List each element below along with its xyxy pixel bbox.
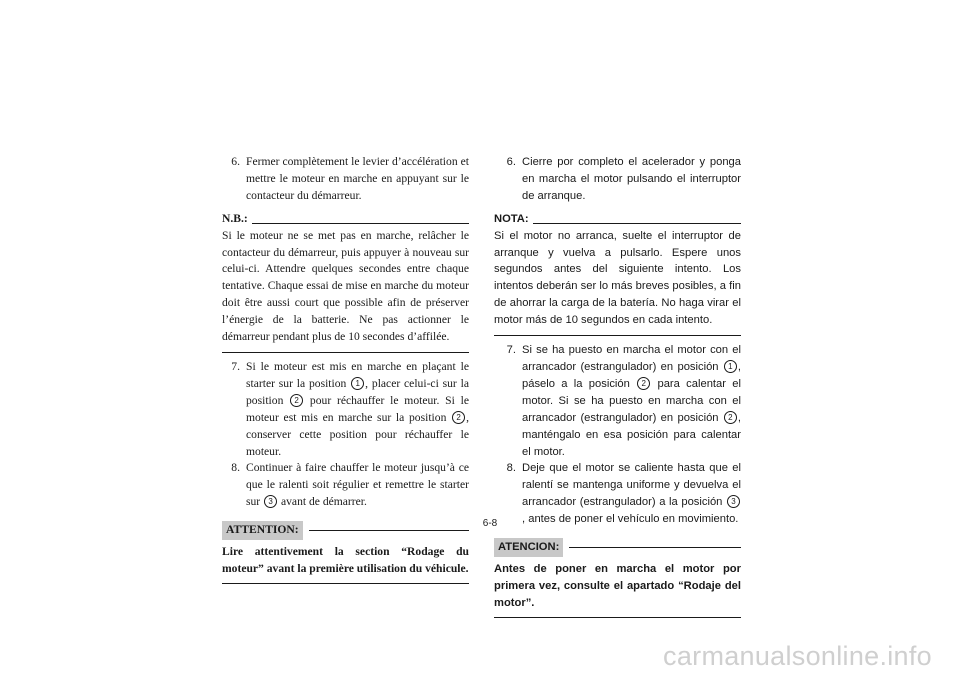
warning-label: ATTENTION: [222,521,303,540]
spanish-column [494,154,741,618]
page-number: 6-8 [482,518,498,529]
step-number: 6. [231,155,240,168]
text-run: avant de démarrer. [278,495,367,509]
text-run: para calentar el motor. Si se ha puesto en marcha con el arrancador (estrangulador) en posición [522,377,741,424]
es-step-8 [494,460,741,528]
circled-2-marker: 2 [637,377,650,390]
es-warning-text: Antes de poner en marcha el motor por primera vez, consulte el apartado “Rodaje del motor”. [494,561,741,618]
circled-1-marker: 1 [351,377,364,390]
circled-2-marker: 2 [452,411,465,424]
text-run: Continuer à faire chauffer le moteur jusqu’à ce que le ralenti soit régulier et remettre le starter sur [246,461,469,509]
step-number: 7. [506,344,516,357]
text-run: , páselo a la posición [522,360,741,390]
heading-rule [252,223,469,224]
heading-rule [533,223,741,224]
fr-step-8 [222,460,469,511]
es-warning-heading [494,538,741,557]
fr-step-6 [222,154,469,205]
heading-rule [309,530,469,531]
fr-step-7 [222,359,469,460]
circled-1-marker: 1 [724,360,737,373]
es-step-7 [494,342,741,460]
step-number: 8. [506,462,516,475]
step-text [522,460,741,528]
note-end-rule [494,335,741,336]
warning-label: ATENCION: [494,538,563,557]
text-run: , manténgalo en esa posición para calentar el motor. [522,411,741,458]
step-text [246,460,469,511]
watermark: carmanualsonline.info [663,641,932,671]
note-end-rule [222,352,469,353]
text-run: , placer celui-ci sur la position [246,376,469,407]
es-step-6 [494,154,741,205]
text-run: Deje que el motor se caliente hasta que el ralentí se mantenga uniforme y devuelva el arrancador (estrangulador) a la posición [522,462,741,509]
text-run: , conserver cette position pour réchauffer le moteur. [246,410,469,458]
es-note-heading [494,211,741,228]
fr-note-text: Si le moteur ne se met pas en marche, relâcher le contacteur du démarreur, puis appuyer à nouveau sur celui-ci. Attendre quelques secondes entre chaque tentative. Chaque essai de mise en marche du moteur doit être aussi court que possible afin de préserver l’énergie de la batterie. Ne pas actionner le démarreur pendant plus de 10 secondes d’affilée. [222,228,469,344]
circled-3-marker: 3 [264,495,277,508]
heading-rule [569,547,741,548]
step-text [522,342,741,460]
step-text: Cierre por completo el acelerador y ponga en marcha el motor pulsando el interruptor de arranque. [522,156,741,202]
fr-note-heading [222,211,469,228]
text-run: Si se ha puesto en marcha el motor con el arrancador (estrangulador) en posición [522,344,741,373]
note-label: N.B.: [222,211,248,225]
step-number: 6. [506,156,516,168]
circled-3-marker: 3 [727,495,740,508]
text-run: , antes de poner el vehículo en movimiento. [522,513,739,526]
text-run: pour réchauffer le moteur. Si le moteur est mis en marche sur la position [246,393,470,424]
step-number: 8. [231,461,240,475]
step-number: 7. [231,359,240,373]
es-note-text: Si el motor no arranca, suelte el interruptor de arranque y vuelva a pulsarlo. Espere unos segundos antes del siguiente intento. Los intentos deberán ser lo más breves posibles, a fin de ahorrar la carga de la batería. No haga virar el motor más de 10 segundos en cada intento. [494,229,741,327]
fr-warning-text: Lire attentivement la section “Rodage du moteur” avant la première utilisation du véhicule. [222,544,469,584]
step-text [246,359,469,460]
french-column [222,154,469,584]
circled-2-marker: 2 [724,411,737,424]
step-text: Fermer complètement le levier d’accélération et mettre le moteur en marche en appuyant sur le contacteur du démarreur. [246,155,469,202]
circled-2-marker: 2 [290,394,303,407]
text-run: Si le moteur est mis en marche en plaçant le starter sur la position [246,359,469,390]
note-label: NOTA: [494,212,529,225]
fr-warning-heading [222,521,469,540]
